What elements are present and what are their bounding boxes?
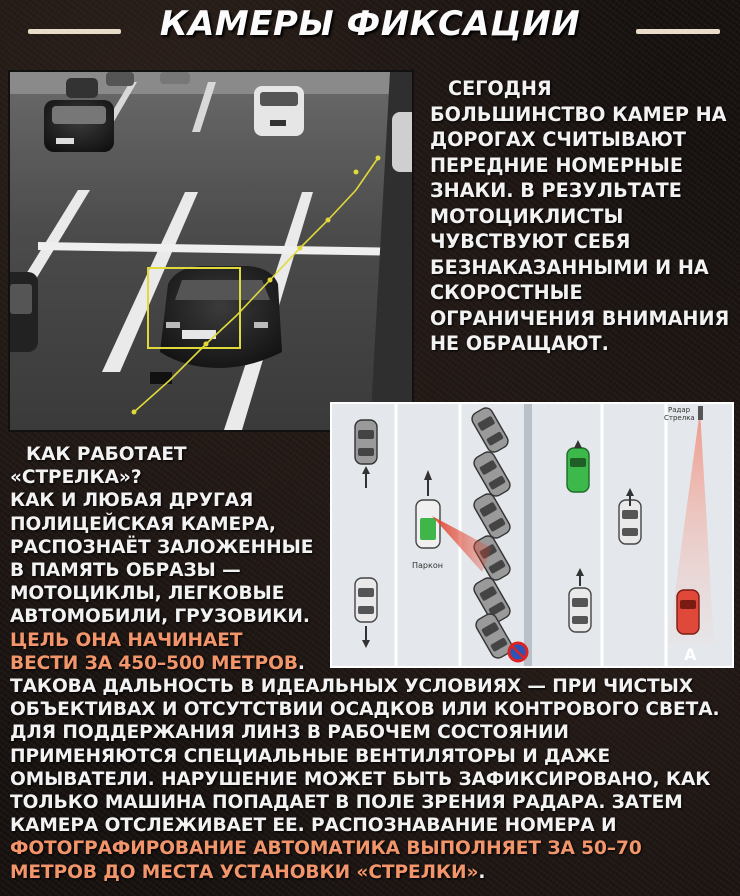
- title-rule-left: [28, 29, 121, 34]
- radar-camera-icon: [698, 406, 703, 420]
- body-text-part-3: .: [478, 861, 486, 883]
- car-top-left: [44, 100, 114, 152]
- title-rule-right: [636, 29, 720, 34]
- body-text-part-1: КАК И ЛЮБАЯ ДРУГАЯ ПОЛИЦЕЙСКАЯ КАМЕРА, РАСПОЗНАЁТ ЗАЛОЖЕННЫЕ В ПАМЯТЬ ОБРАЗЫ — МОТОЦИКЛЫ, ЛЕГКОВЫЕ АВТОМОБИЛИ, ГРУЗОВИКИ.: [10, 490, 314, 628]
- traffic-camera-photo: [8, 70, 414, 432]
- highlight-photo: ФОТОГРАФИРОВАНИЕ АВТОМАТИКА ВЫПОЛНЯЕТ ЗА 50–70 МЕТРОВ ДО МЕСТА УСТАНОВКИ «СТРЕЛКИ»: [10, 838, 642, 883]
- lane-letter: А: [684, 645, 697, 664]
- radar-label: Радар: [668, 406, 691, 414]
- body-paragraph: [10, 443, 732, 884]
- parkon-label: Паркон: [412, 561, 443, 570]
- car-right-edge: [392, 112, 412, 172]
- body-text-part-2: . ТАКОВА ДАЛЬНОСТЬ В ИДЕАЛЬНЫХ УСЛОВИЯХ — ПРИ ЧИСТЫХ ОБЪЕКТИВАХ И ОТСУТСТВИИ ОСАДКОВ ИЛИ КОНТРОВОГО СВЕТА. ДЛЯ ПОДДЕРЖАНИЯ ЛИНЗ В РАБОЧЕМ СОСТОЯНИИ ПРИМЕНЯЮТСЯ СПЕЦИАЛЬНЫЕ ВЕНТИЛЯТОРЫ И ДАЖЕ ОМЫВАТЕЛИ. НАРУШЕНИЕ МОЖЕТ БЫТЬ ЗАФИКСИРОВАНО, КАК ТОЛЬКО МАШИНА ПОПАДАЕТ В ПОЛЕ ЗРЕНИЯ РАДАРА. ЗАТЕМ КАМЕРА ОТСЛЕЖИВАЕТ ЕЕ. РАСПОЗНАВАНИЕ НОМЕРА И: [10, 652, 720, 837]
- intro-paragraph: СЕГОДНЯ БОЛЬШИНСТВО КАМЕР НА ДОРОГАХ СЧИТЫВАЮТ ПЕРЕДНИЕ НОМЕРНЫЕ ЗНАКИ. В РЕЗУЛЬТАТЕ МОТОЦИКЛИСТЫ ЧУВСТВУЮТ СЕБЯ БЕЗНАКАЗАННЫМИ И НА СКОРОСТНЫЕ ОГРАНИЧЕНИЯ ВНИМАНИЯ НЕ ОБРАЩАЮТ.: [430, 77, 730, 355]
- car-top-white: [254, 86, 304, 136]
- section-question: КАК РАБОТАЕТ «СТРЕЛКА»?: [10, 444, 187, 489]
- car-left-edge: [10, 272, 38, 352]
- license-plate: [182, 330, 216, 339]
- page-title: КАМЕРЫ ФИКСАЦИИ: [159, 4, 581, 44]
- radar-label-2: Стрелка: [664, 414, 695, 422]
- highlight-range: ЦЕЛЬ ОНА НАЧИНАЕТ ВЕСТИ ЗА 450–500 МЕТРОВ: [10, 629, 298, 674]
